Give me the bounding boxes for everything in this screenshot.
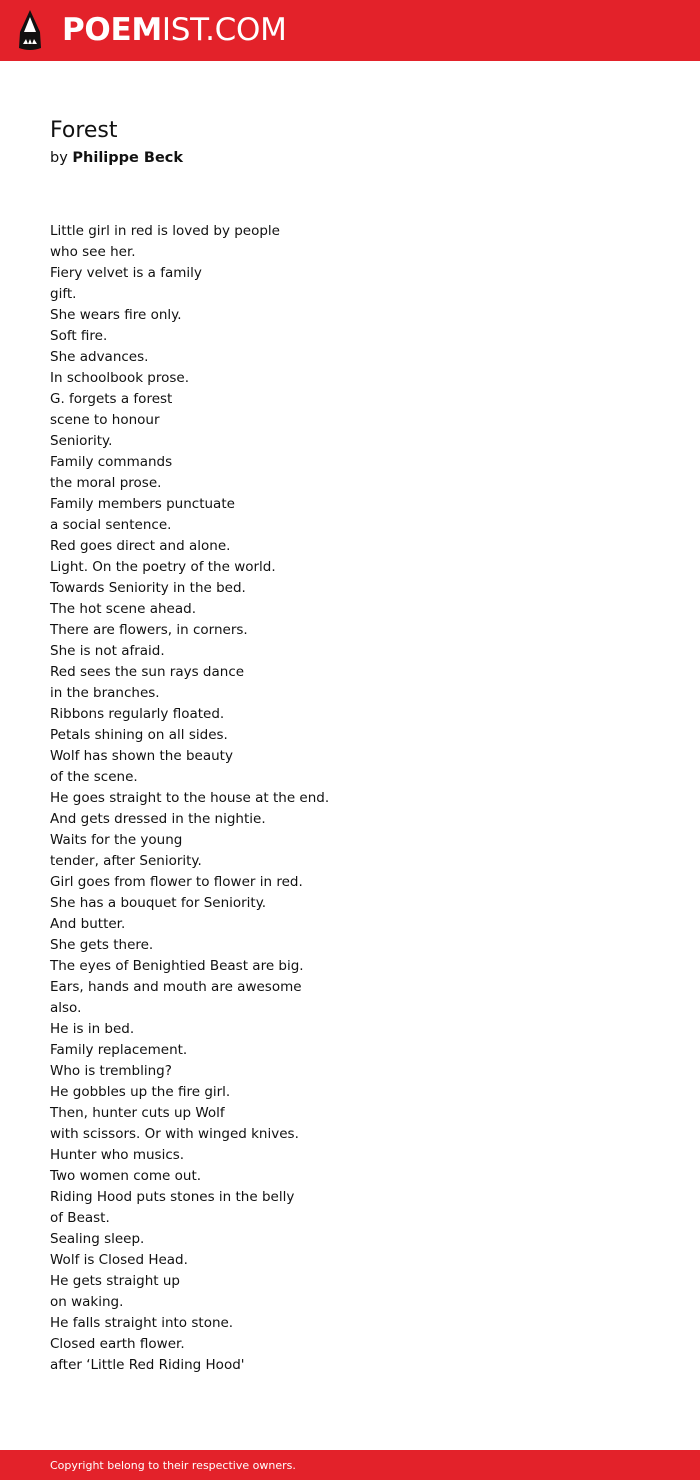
poem-line: Sealing sleep. [50, 1231, 145, 1247]
poem-line: Light. On the poetry of the world. [50, 559, 276, 575]
poem-line: Who is trembling? [50, 1063, 172, 1079]
poem-line: in the branches. [50, 685, 160, 701]
byline-prefix: by [50, 150, 68, 166]
poem-line: There are flowers, in corners. [50, 622, 248, 638]
poem-line: Petals shining on all sides. [50, 727, 228, 743]
poem-line: a social sentence. [50, 517, 172, 533]
poem-line: And gets dressed in the nightie. [50, 811, 266, 827]
poem-line: Then, hunter cuts up Wolf [50, 1105, 225, 1121]
poem-line: also. [50, 1000, 82, 1016]
poem-line: of the scene. [50, 769, 138, 785]
poem-byline [50, 146, 650, 170]
site-header [0, 0, 700, 61]
poem-line: She advances. [50, 349, 149, 365]
poem-line: She wears fire only. [50, 307, 182, 323]
poem-line: scene to honour [50, 412, 160, 428]
footer-copyright: Copyright belong to their respective owners. [50, 1459, 296, 1472]
poem-line: of Beast. [50, 1210, 110, 1226]
poem-line: the moral prose. [50, 475, 162, 491]
poem-line: And butter. [50, 916, 126, 932]
poem-line: Red goes direct and alone. [50, 538, 231, 554]
brand-light: IST.COM [161, 12, 287, 48]
poem-line: Family members punctuate [50, 496, 235, 512]
poem-line: He falls straight into stone. [50, 1315, 234, 1331]
poem-line: Two women come out. [50, 1168, 202, 1184]
poem-line: He gets straight up [50, 1273, 180, 1289]
poem-line: In schoolbook prose. [50, 370, 190, 386]
poem-line: Family commands [50, 454, 173, 470]
poem-body [50, 221, 650, 1376]
poem-line: She has a bouquet for Seniority. [50, 895, 267, 911]
poem-content [50, 116, 650, 1376]
poem-author: Philippe Beck [72, 150, 184, 166]
poem-line: Fiery velvet is a family [50, 265, 202, 281]
poem-line: Red sees the sun rays dance [50, 664, 245, 680]
poem-line: after ‘Little Red Riding Hood' [50, 1357, 245, 1373]
poem-line: The eyes of Benightied Beast are big. [50, 958, 304, 974]
site-footer [0, 1450, 700, 1480]
poem-line: Hunter who musics. [50, 1147, 185, 1163]
poem-line: gift. [50, 286, 77, 302]
poem-line: Ribbons regularly floated. [50, 706, 225, 722]
poem-line: He is in bed. [50, 1021, 135, 1037]
poem-line: who see her. [50, 244, 136, 260]
poem-line: Waits for the young [50, 832, 183, 848]
poem-line: Wolf has shown the beauty [50, 748, 233, 764]
poem-line: Family replacement. [50, 1042, 188, 1058]
poem-line: Wolf is Closed Head. [50, 1252, 188, 1268]
site-logo-link[interactable] [16, 8, 287, 52]
poem-line: She is not afraid. [50, 643, 165, 659]
poem-line: He gobbles up the fire girl. [50, 1084, 231, 1100]
poem-line: Closed earth flower. [50, 1336, 185, 1352]
site-brand [62, 8, 287, 52]
poem-line: Seniority. [50, 433, 113, 449]
pen-nib-icon [16, 8, 44, 52]
poem-line: He goes straight to the house at the end. [50, 790, 330, 806]
poem-line: The hot scene ahead. [50, 601, 196, 617]
poem-line: Riding Hood puts stones in the belly [50, 1189, 295, 1205]
poem-line: Girl goes from flower to flower in red. [50, 874, 303, 890]
poem-line: Little girl in red is loved by people [50, 223, 280, 239]
poem-title: Forest [50, 118, 118, 143]
poem-line: G. forgets a forest [50, 391, 173, 407]
poem-line: with scissors. Or with winged knives. [50, 1126, 299, 1142]
brand-bold: POEM [62, 12, 162, 48]
poem-line: tender, after Seniority. [50, 853, 202, 869]
poem-line: Ears, hands and mouth are awesome [50, 979, 302, 995]
poem-line: She gets there. [50, 937, 154, 953]
poem-line: Towards Seniority in the bed. [50, 580, 246, 596]
poem-line: Soft fire. [50, 328, 108, 344]
poem-line: on waking. [50, 1294, 124, 1310]
